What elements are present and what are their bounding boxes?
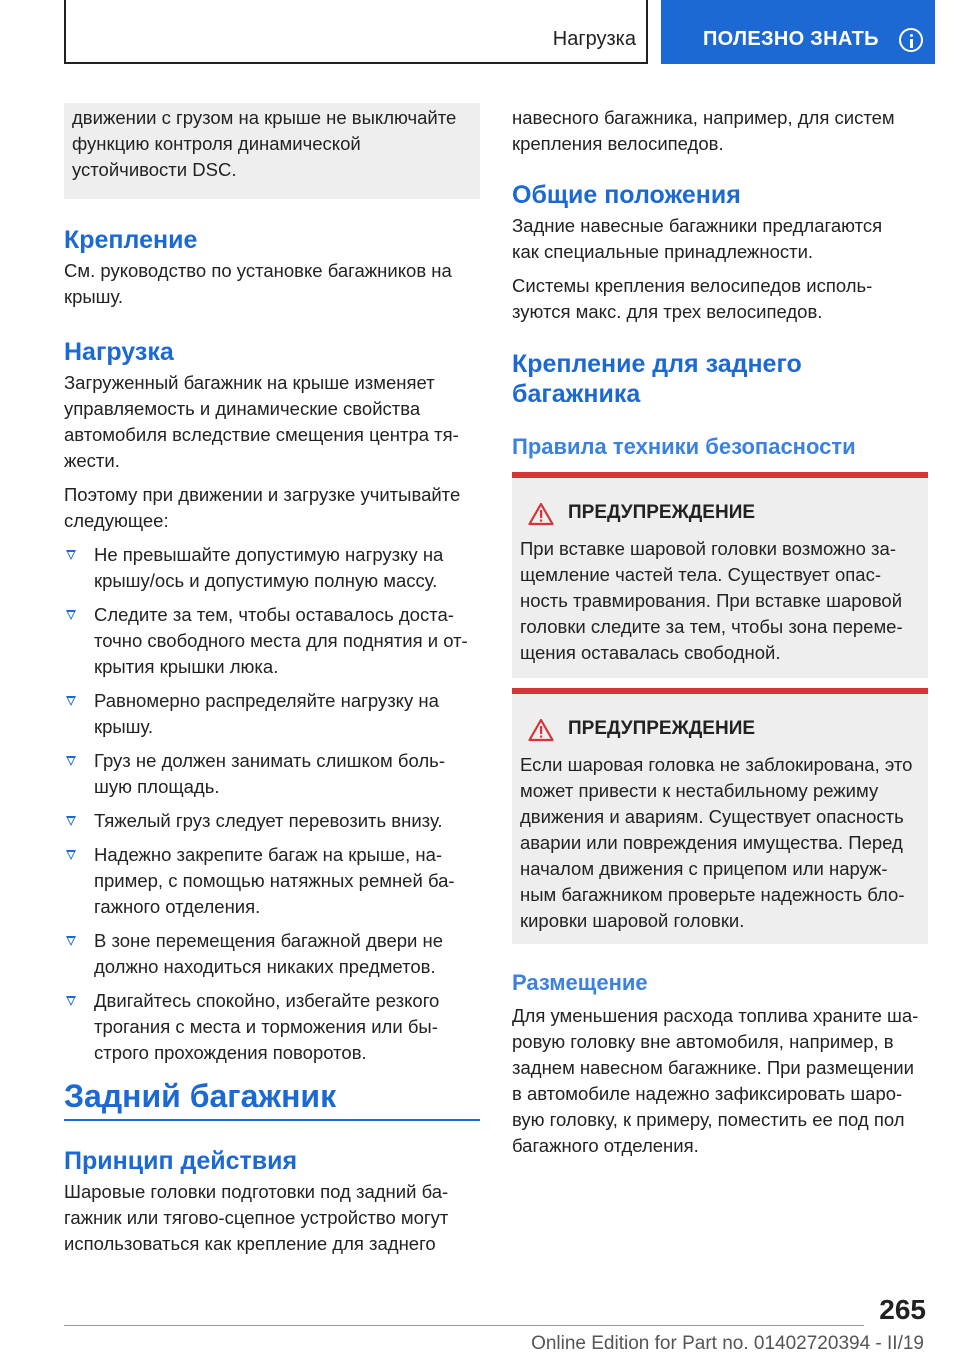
section-mount [64,225,480,310]
bullet-triangle-icon [66,816,76,826]
heading-rear-carrier: Задний багажник [64,1078,337,1114]
bullet-triangle-icon [66,996,76,1006]
text-line: жести. [64,450,120,471]
section-general [512,180,928,325]
warning-triangle-icon [528,502,554,526]
text-line: Для уменьшения расхода топлива храните ша- [512,1005,919,1026]
text-line: крепления велосипедов. [512,133,724,154]
general-paragraph-2 [512,273,928,325]
text-line: в автомобиле надежно зафиксировать шаро- [512,1083,903,1104]
header-chapter-title: ПОЛЕЗНО ЗНАТЬ [703,28,879,50]
warning-title-row [520,716,920,746]
warning-box-1 [512,472,928,678]
header-section-title: Нагрузка [552,28,636,50]
section-principle [64,1146,480,1257]
warning-text: Если шаровая головка не заблокирована, это может привести к нестабильному режиму движения и авариям. Существует опасность аварии или повреждения имущества. Перед началом движения с прицепом или наруж- ным багажником проверьте надежность бло- кировки шаровой головки. [520,754,913,931]
bullet-triangle-icon [66,936,76,946]
heading-mount: Крепление [64,226,198,254]
heading-load: Нагрузка [64,338,174,366]
text-line: гажник или тягово-сцепное устройство могут [64,1207,449,1228]
section-placement [512,969,928,1159]
list-item: Двигайтесь спокойно, избегайте резкого трогания с места и торможения или бы- строго прохождения поворотов. [64,988,480,1066]
continued-text [512,105,928,157]
mount-text [64,258,480,310]
text-line: вую головку, к примеру, поместить ее под пол [512,1109,905,1130]
warning-title: ПРЕДУПРЕЖДЕНИЕ [568,502,756,523]
text-line: ровую головку вне автомобиля, например, в [512,1031,894,1052]
text-line: автомобиля вследствие смещения центра тя- [64,424,459,445]
text-line: как специальные принадлежности. [512,241,814,262]
list-item: Равномерно распределяйте нагрузку на крышу. [64,688,480,740]
load-paragraph-1 [64,370,480,474]
list-item: В зоне перемещения багажной двери не должно находиться никаких предметов. [64,928,480,980]
text-line: См. руководство по установке багажников на [64,260,452,281]
load-bullet-list [64,542,480,1066]
heading-placement: Размещение [512,970,648,995]
warning-triangle-icon [528,718,554,742]
general-paragraph-1 [512,213,928,265]
heading-rear-mount: Крепление для заднего багажника [512,350,802,408]
warning-text: При вставке шаровой головки возможно за- щемление частей тела. Существует опас- ность травмирования. При вставке шаровой головки следите за тем, чтобы зона переме- щения оставалась свободной. [520,538,903,663]
text-line: крышу. [64,286,124,307]
page-number: 265 [879,1294,926,1325]
bullet-triangle-icon [66,756,76,766]
bullet-triangle-icon [66,550,76,560]
bullet-triangle-icon [66,610,76,620]
footer-divider [64,1325,864,1326]
text-line: заднем навесном багажнике. При размещении [512,1057,914,1078]
list-item: Не превышайте допустимую нагрузку на крышу/ось и допустимую полную массу. [64,542,480,594]
load-paragraph-2 [64,482,480,534]
text-line: Системы крепления велосипедов исполь- [512,275,873,296]
bullet-triangle-icon [66,850,76,860]
text-line: следующее: [64,510,169,531]
heading-general: Общие положения [512,181,741,209]
note-line: функцию контроля динамической [72,133,361,154]
heading-principle: Принцип действия [64,1147,298,1175]
text-line: навесного багажника, например, для систем [512,107,895,128]
section-divider [64,1119,480,1121]
warning-title-row [520,500,920,530]
text-line: Загруженный багажник на крыше изменяет [64,372,435,393]
text-line: багажного отделения. [512,1135,699,1156]
heading-safety: Правила техники безопасности [512,434,856,459]
text-line: использоваться как крепление для заднего [64,1233,436,1254]
bullet-triangle-icon [66,696,76,706]
header-section-box [64,0,648,64]
list-item: Тяжелый груз следует перевозить внизу. [64,808,480,834]
text-line: Поэтому при движении и загрузке учитывайте [64,484,461,505]
section-load [64,337,480,1074]
list-item: Следите за тем, чтобы оставалось доста- точно свободного места для поднятия и от- крытия крышки люка. [64,602,480,680]
info-icon[interactable] [899,28,923,52]
principle-text [64,1179,480,1257]
note-box [64,103,480,199]
text-line: управляемость и динамические свойства [64,398,421,419]
section-rear-carrier [64,1076,480,1121]
text-line: Задние навесные багажники предлагаются [512,215,883,236]
section-rear-mount [512,349,928,409]
text-line: Шаровые головки подготовки под задний ба- [64,1181,449,1202]
text-line: зуются макс. для трех велосипедов. [512,301,823,322]
warning-box-2 [512,688,928,944]
warning-title: ПРЕДУПРЕЖДЕНИЕ [568,718,756,739]
section-safety [512,433,928,461]
footer-edition: Online Edition for Part no. 01402720394 - II/19 [531,1333,924,1354]
placement-text [512,1003,928,1159]
list-item: Надежно закрепите багаж на крыше, на- пример, с помощью натяжных ремней ба- гажного отделения. [64,842,480,920]
note-line: устойчивости DSC. [72,159,237,180]
note-line: движении с грузом на крыше не выключайте [72,107,457,128]
header-chapter-tab[interactable] [661,0,935,64]
list-item: Груз не должен занимать слишком боль- шую площадь. [64,748,480,800]
